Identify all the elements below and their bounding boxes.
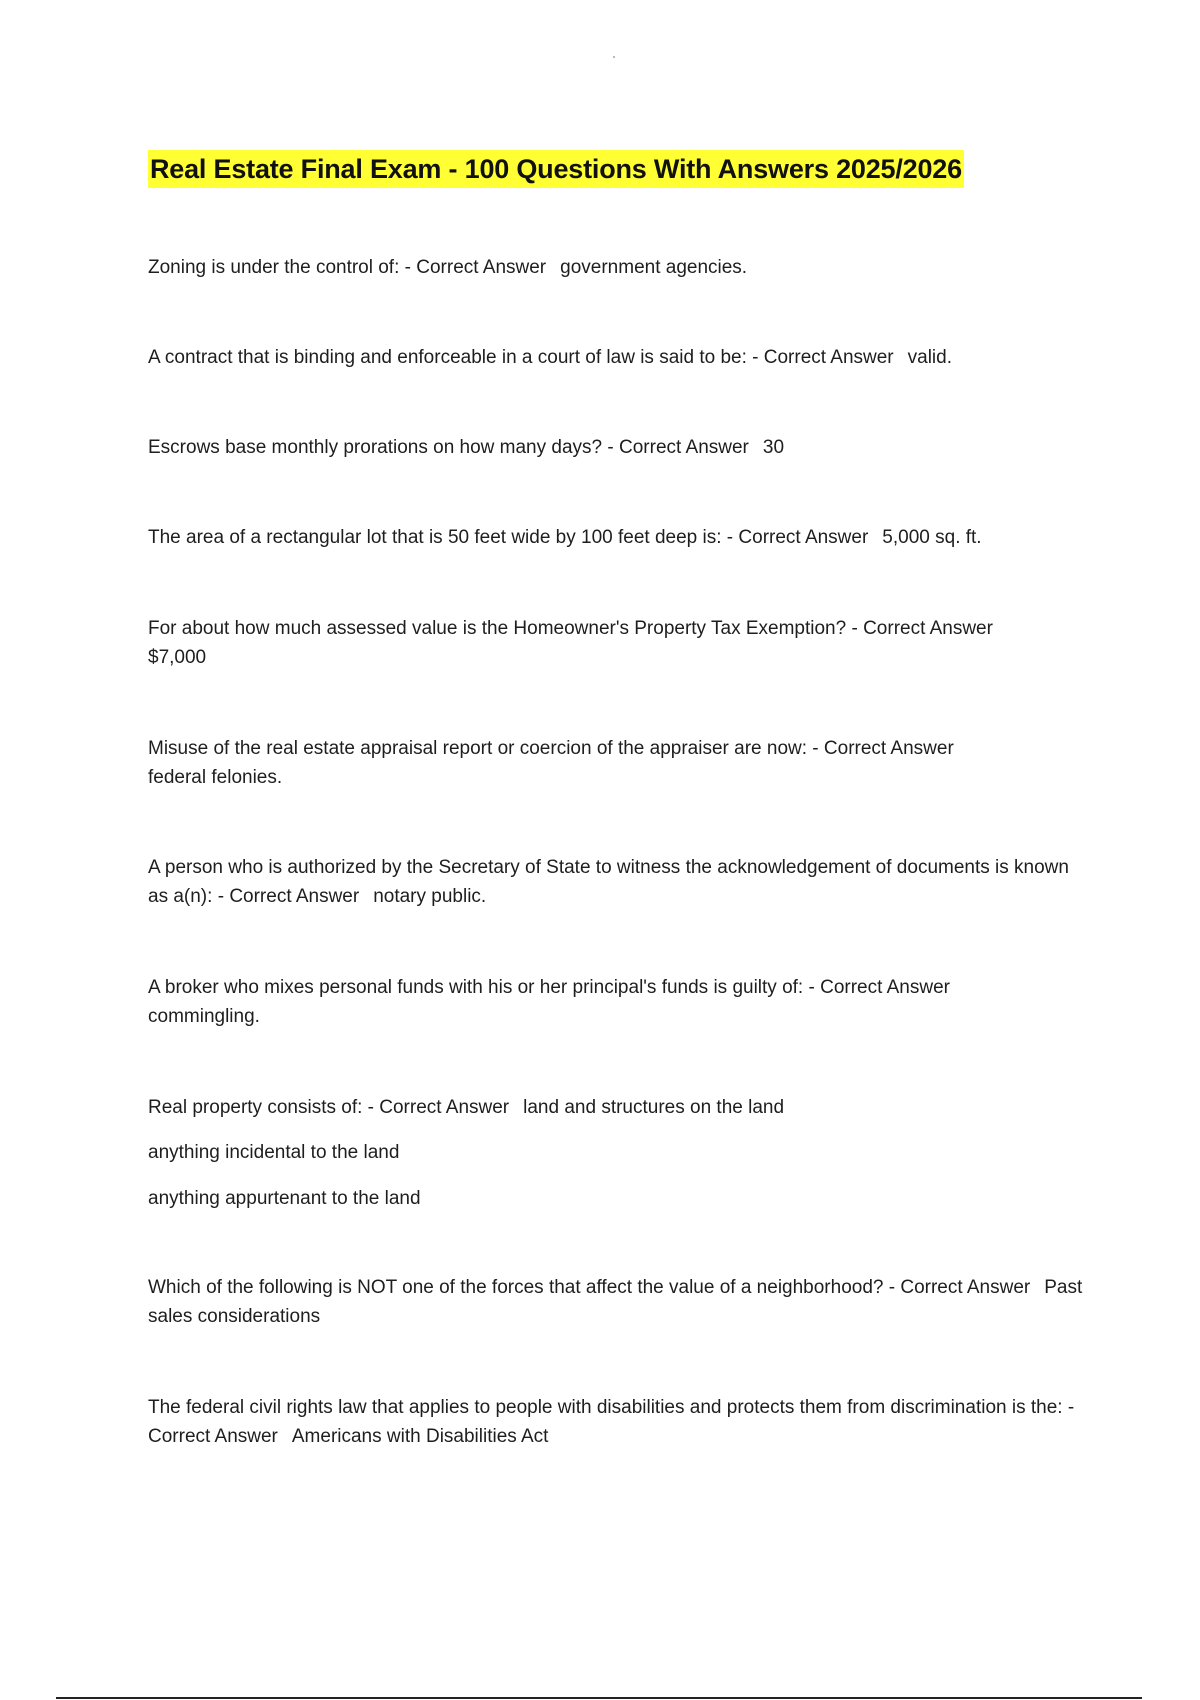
answer-text: land and structures on the land [523,1097,785,1118]
answer-label: Correct Answer [148,1426,278,1447]
answer-text: notary public. [373,886,487,907]
answer-text: commingling. [148,1006,260,1027]
scan-speck [613,56,615,58]
qa-item-9 [148,1093,1083,1122]
footer-rule [56,1697,1142,1699]
question-text: A broker who mixes personal funds with his or her principal's funds is guilty of: - [148,977,815,998]
answer-text: Past sales considerations [148,1277,1083,1327]
answer-extra-line-1: anything incidental to the land [148,1142,400,1163]
answer-label: Correct Answer [738,527,869,548]
qa-item-5 [148,614,1083,672]
qa-item-10 [148,1273,1083,1331]
answer-label: Correct Answer [229,886,360,907]
answer-text: $7,000 [148,647,207,668]
qa-item-1 [148,253,1083,282]
answer-extra-line-2: anything appurtenant to the land [148,1188,421,1209]
answer-label: Correct Answer [820,977,950,998]
answer-label: Correct Answer [823,738,954,759]
answer-label: Correct Answer [619,437,749,458]
answer-text: government agencies. [560,257,748,278]
qa-item-4 [148,523,1083,552]
qa-item-3 [148,433,1083,462]
document-title: Real Estate Final Exam - 100 Questions With Answers 2025/2026 [148,150,964,188]
question-text: Escrows base monthly prorations on how many days? - [148,437,614,458]
answer-text: valid. [907,347,952,368]
question-text: A person who is authorized by the Secretary of State to witness the acknowledgement of documents is known as a(n): - [148,857,1069,907]
answer-text: Americans with Disabilities Act [291,1426,549,1447]
question-text: A contract that is binding and enforceable in a court of law is said to be: - [148,347,759,368]
answer-text: federal felonies. [148,767,283,788]
question-text: Misuse of the real estate appraisal report or coercion of the appraiser are now: - [148,738,819,759]
question-text: For about how much assessed value is the Homeowner's Property Tax Exemption? - [148,618,858,639]
question-text: Real property consists of: - [148,1097,374,1118]
answer-label: Correct Answer [900,1277,1031,1298]
qa-item-2 [148,343,1083,372]
answer-label: Correct Answer [863,618,993,639]
question-text: The area of a rectangular lot that is 50 feet wide by 100 feet deep is: - [148,527,734,548]
question-text: The federal civil rights law that applies to people with disabilities and protects them from discrimination is the: - [148,1397,1075,1418]
qa-item-8 [148,973,1083,1031]
question-text: Zoning is under the control of: - [148,257,411,278]
answer-label: Correct Answer [763,347,894,368]
qa-item-6 [148,734,1083,792]
qa-item-7 [148,853,1083,911]
answer-text: 30 [762,437,785,458]
qa-item-11 [148,1393,1083,1451]
answer-text: 5,000 sq. ft. [882,527,982,548]
question-text: Which of the following is NOT one of the forces that affect the value of a neighborhood? - [148,1277,896,1298]
answer-label: Correct Answer [416,257,547,278]
title-wrap [148,150,964,188]
answer-label: Correct Answer [379,1097,510,1118]
